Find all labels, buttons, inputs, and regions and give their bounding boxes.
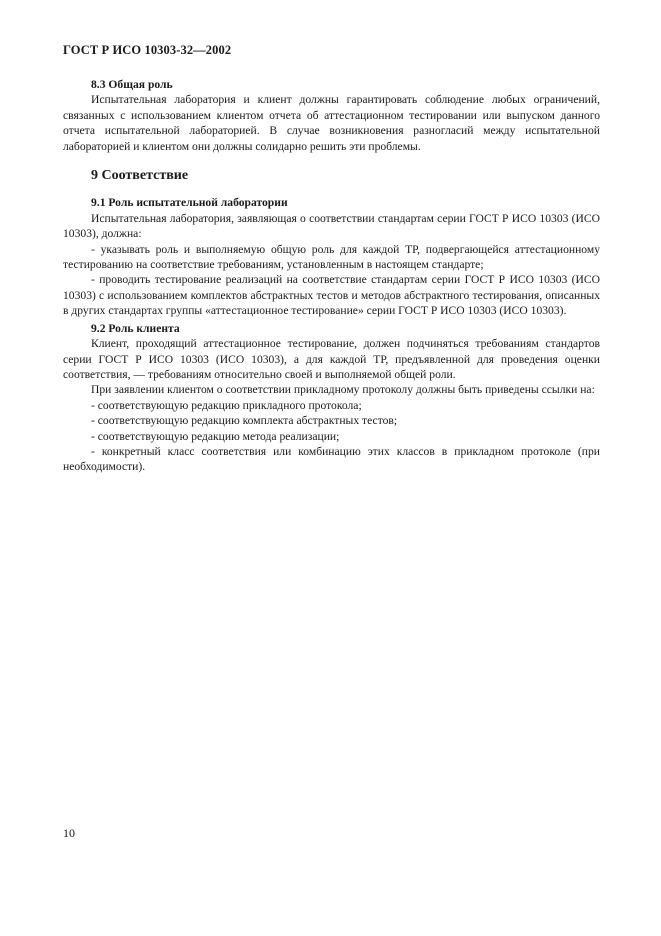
section-9-2-item: - конкретный класс соответствия или комбинацию этих классов в прикладном протоколе (при необходимости). bbox=[63, 444, 600, 474]
section-9-heading: 9 Соответствие bbox=[91, 168, 189, 184]
section-9-2-paragraph-1: Клиент, проходящий аттестационное тестирование, должен подчиняться требованиям стандартов серии ГОСТ Р ИСО 10303 (ИСО 10303), а для каждой ТР, предъявленной для проведения оценки соответствия, — требованиям относительно своей и выполняемой общей роли. bbox=[63, 337, 600, 381]
page-number: 10 bbox=[63, 826, 75, 840]
section-9-2-heading: 9.2 Роль клиента bbox=[91, 321, 180, 335]
section-9-1-intro: Испытательная лаборатория, заявляющая о соответствии стандартам серии ГОСТ Р ИСО 10303 (ИСО 10303), должна: bbox=[63, 211, 600, 241]
section-9-2-paragraph-2: При заявлении клиентом о соответствии прикладному протоколу должны быть приведены ссылки на: bbox=[91, 383, 595, 397]
section-9-1-item: - проводить тестирование реализаций на соответствие стандартам серии ГОСТ Р ИСО 10303 (ИСО 10303) с использованием комплектов абстрактных тестов и методов абстрактного тестирования, описанных в других стандартах группы «аттестационное тестирование» серии ГОСТ Р ИСО 10303 (ИСО 10303). bbox=[63, 273, 600, 318]
section-9-2-item: - соответствующую редакцию комплекта абстрактных тестов; bbox=[91, 414, 398, 428]
document-header: ГОСТ Р ИСО 10303-32—2002 bbox=[63, 43, 232, 57]
section-8-3-paragraph: Испытательная лаборатория и клиент должны гарантировать соблюдение любых ограничений, связанных с использованием клиентом отчета об аттестационном тестировании или выпуском данного отчета испытательной лабораторией. В случае возникновения разногласий между испытательной лабораторией и клиентом они должны солидарно решить эти проблемы. bbox=[63, 93, 600, 153]
section-9-2-item: - соответствующую редакцию метода реализации; bbox=[91, 429, 340, 443]
document-body bbox=[63, 77, 600, 475]
section-9-2-item: - соответствующую редакцию прикладного протокола; bbox=[91, 398, 362, 412]
section-9-1-heading: 9.1 Роль испытательной лаборатории bbox=[91, 196, 288, 210]
section-8-3-heading: 8.3 Общая роль bbox=[91, 78, 173, 91]
section-9-1-item: - указывать роль и выполняемую общую роль для каждой ТР, подвергающейся аттестационному тестированию на соответствие требованиям, установленным в настоящем стандарте; bbox=[63, 242, 600, 272]
